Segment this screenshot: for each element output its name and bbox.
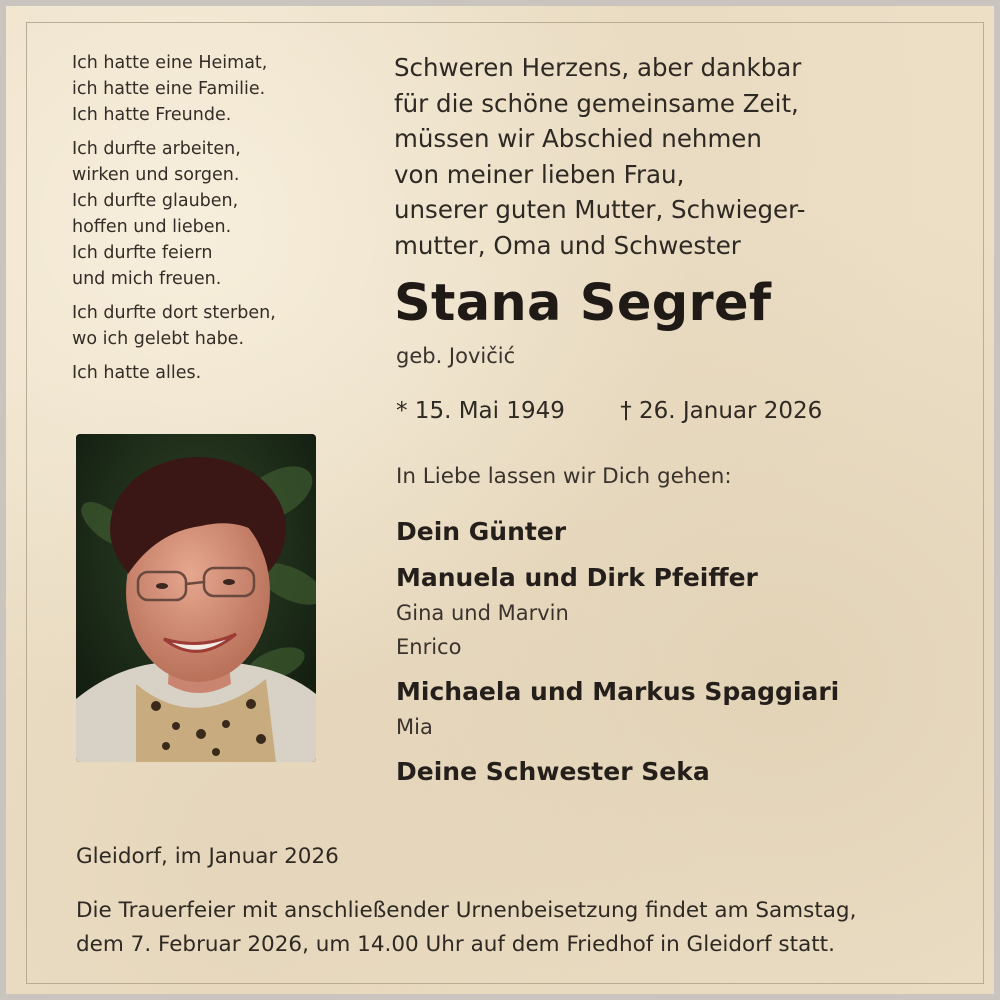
mourner-sub: Mia [396, 715, 433, 739]
mourner-sub: Enrico [396, 635, 462, 659]
mourner-name: Michaela und Markus Spaggiari [396, 677, 840, 706]
poem-line: wo ich gelebt habe. [72, 329, 245, 349]
poem-line: Ich hatte eine Heimat, [72, 53, 268, 73]
poem-stanza [72, 360, 362, 386]
intro-line: für die schöne gemeinsame Zeit, [394, 88, 799, 118]
birth-name: geb. Jovičić [396, 344, 516, 368]
intro-line: Schweren Herzens, aber dankbar [394, 53, 802, 82]
intro-line: mutter, Oma und Schwester [394, 230, 741, 260]
portrait-illustration [76, 434, 316, 762]
deceased-name: Stana Segref [394, 274, 772, 333]
mourner-group [396, 754, 956, 790]
mourners-list [396, 514, 956, 800]
life-dates [396, 398, 822, 424]
service-notice [76, 894, 956, 962]
death-date: † 26. Januar 2026 [620, 398, 823, 424]
poem-stanza [72, 50, 362, 128]
poem-stanza [72, 136, 362, 292]
intro-line: unserer guten Mutter, Schwieger- [394, 195, 806, 224]
mourner-sub: Gina und Marvin [396, 601, 569, 625]
mourner-name: Deine Schwester Seka [396, 757, 710, 786]
intro-line: müssen wir Abschied nehmen [394, 124, 762, 153]
poem-line: Ich hatte Freunde. [72, 105, 232, 125]
service-line: dem 7. Februar 2026, um 14.00 Uhr auf dem Friedhof in Gleidorf statt. [76, 932, 835, 957]
poem-line: wirken und sorgen. [72, 165, 240, 185]
poem-line: Ich durfte arbeiten, [72, 139, 241, 159]
poem-line: Ich durfte feiern [72, 243, 213, 263]
poem-line: Ich hatte alles. [72, 363, 202, 383]
poem [72, 50, 362, 394]
poem-stanza [72, 300, 362, 352]
portrait-photo [76, 434, 316, 762]
mourner-group [396, 674, 956, 744]
poem-line: Ich durfte dort sterben, [72, 303, 276, 323]
service-line: Die Trauerfeier mit anschließender Urnenbeisetzung findet am Samstag, [76, 898, 857, 923]
intro-line: von meiner lieben Frau, [394, 159, 685, 189]
intro-text [394, 50, 954, 263]
obituary-card [6, 6, 994, 994]
place-date: Gleidorf, im Januar 2026 [76, 844, 339, 869]
farewell-line: In Liebe lassen wir Dich gehen: [396, 464, 732, 489]
poem-line: ich hatte eine Familie. [72, 79, 266, 99]
poem-line: Ich durfte glauben, [72, 191, 239, 211]
mourner-name: Manuela und Dirk Pfeiffer [396, 563, 758, 592]
mourner-name: Dein Günter [396, 517, 567, 546]
poem-line: hoffen und lieben. [72, 217, 232, 237]
birth-date: * 15. Mai 1949 [396, 398, 565, 424]
mourner-group [396, 514, 956, 550]
poem-line: und mich freuen. [72, 269, 222, 289]
mourner-group [396, 560, 956, 664]
